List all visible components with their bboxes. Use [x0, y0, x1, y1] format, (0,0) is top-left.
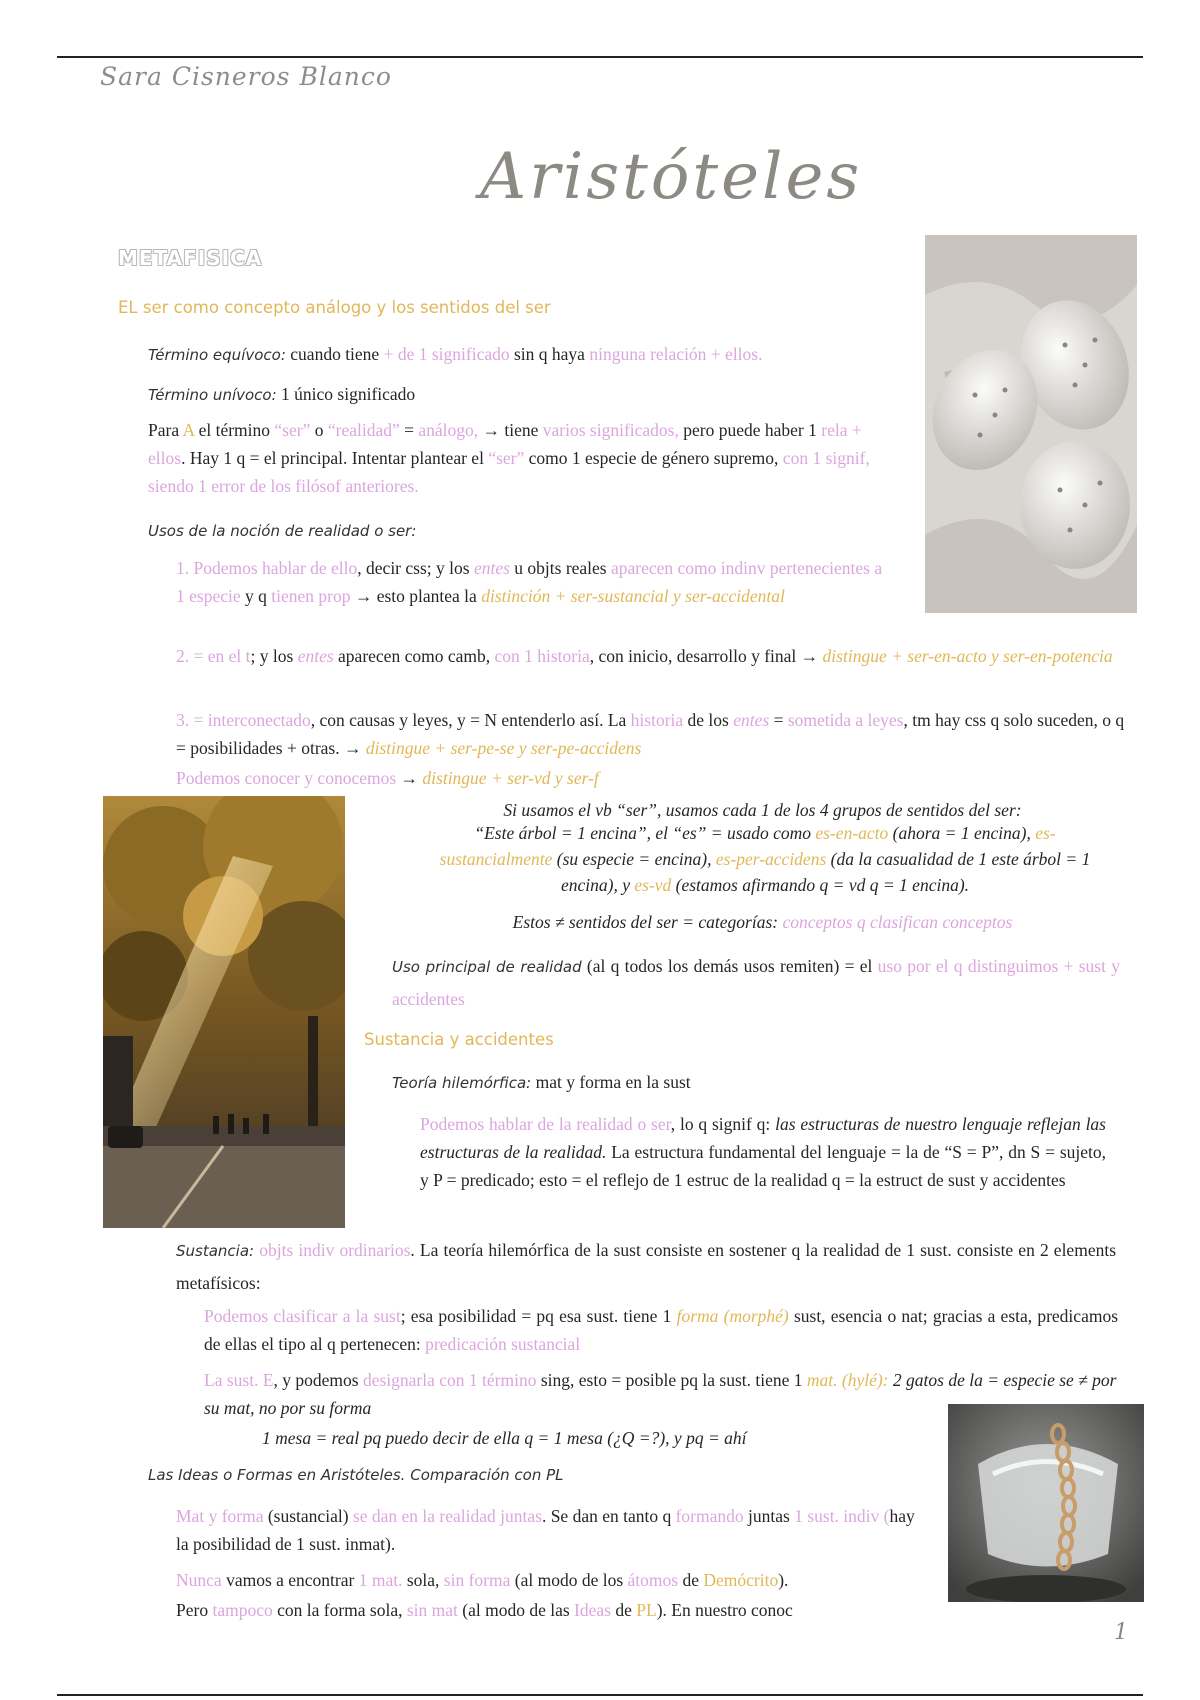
term-label: Sustancia: [176, 1242, 255, 1260]
text-span: pero puede haber 1 [678, 420, 822, 440]
text-span: distinción + ser-sustancial y ser-accidental [481, 586, 785, 606]
text-span: = [769, 710, 788, 730]
text-span: varios significados, [542, 420, 679, 440]
ser-example-line-2 [420, 820, 1110, 898]
text-span: 1 único significado [276, 384, 416, 404]
text-span: forma (morphé) [676, 1306, 789, 1326]
text-span: es-vd [634, 875, 672, 895]
text-span: análogo, [418, 420, 479, 440]
text-span: ). En nuestro conoc [656, 1600, 793, 1620]
uso-2 [176, 642, 1126, 670]
autumn-street-image [103, 796, 345, 1228]
text-span: , con inicio, desarrollo y final → [589, 646, 823, 666]
text-span: 1 sust. indiv ( [794, 1506, 890, 1526]
text-span: 1 mat. [358, 1570, 403, 1590]
text-span: (ahora = 1 encina), [888, 823, 1036, 843]
text-span: y q [240, 586, 272, 606]
text-span: La sust. E [204, 1370, 274, 1390]
text-span: PL [636, 1600, 657, 1620]
text-span: , con causas y leyes, y = N entenderlo así. La [310, 710, 631, 730]
text-span: vamos a encontrar [221, 1570, 359, 1590]
text-span: . La teoría hilemórfica de la sust consiste en sostener q la realidad de 1 sust. consiste en 2 elements metafísicos: [176, 1240, 1117, 1293]
text-span: entes [297, 646, 334, 666]
text-span: aparecen como camb, [333, 646, 495, 666]
text-span: de [610, 1600, 637, 1620]
text-span: = [399, 420, 419, 440]
hilemorfica-line [392, 1068, 691, 1097]
text-span: , y podemos [273, 1370, 363, 1390]
text-span: distingue + ser-en-acto y ser-en-potencia [822, 646, 1113, 666]
text-span: Pero [176, 1600, 213, 1620]
term-label: Uso principal de realidad [392, 958, 582, 976]
text-span: rela + ellos [148, 420, 862, 468]
text-span: (sustancial) [263, 1506, 353, 1526]
text-span: 1. Podemos hablar de ello [176, 558, 358, 578]
text-span: → esto plantea la [350, 586, 482, 606]
text-span: sin q haya [509, 344, 590, 364]
nunca-line [176, 1566, 946, 1594]
top-rule [57, 56, 1143, 58]
text-span: “ser” [488, 448, 525, 468]
text-span: “ser” [274, 420, 311, 440]
pero-line [176, 1596, 946, 1624]
text-span: Estos ≠ sentidos del ser = categorías: [512, 912, 783, 932]
text-span: predicación sustancial [425, 1334, 581, 1354]
chain-photo [948, 1404, 1144, 1602]
text-span: sin forma [443, 1570, 511, 1590]
page-number: 1 [1114, 1620, 1128, 1645]
text-span: es-sustancialmente [439, 823, 1056, 869]
page-title: Aristóteles [480, 140, 863, 214]
heading-sustancia: Sustancia y accidentes [364, 1030, 554, 1049]
term-equivoco-line [148, 340, 762, 369]
text-span: sin mat [406, 1600, 458, 1620]
text-span: Podemos clasificar a la sust [204, 1306, 401, 1326]
text-span: distingue + ser-vd y ser-f [422, 768, 599, 788]
text-span: (su especie = encina), [552, 849, 716, 869]
text-span: (al q todos los demás usos remiten) = el [581, 956, 878, 976]
text-span: el término [194, 420, 275, 440]
text-span: se dan en la realidad juntas [352, 1506, 542, 1526]
text-span: La estructura fundamental del lenguaje = la de “S = P”, dn S = sujeto, y P = predicado; esto = el reflejo de 1 estruc de la realidad q = la estruct de sust y accidentes [420, 1142, 1106, 1190]
text-span: (al modo de los [510, 1570, 628, 1590]
usos-heading: Usos de la noción de realidad o ser: [148, 522, 417, 540]
text-span: Ideas [574, 1600, 611, 1620]
uso-principal-paragraph [392, 950, 1120, 1015]
text-span: mat y forma en la sust [531, 1072, 691, 1092]
text-span: Podemos conocer y conocemos [176, 768, 397, 788]
bottom-rule [57, 1694, 1143, 1696]
text-span: tienen prop [271, 586, 351, 606]
text-span: designarla con 1 término [362, 1370, 537, 1390]
text-span: ; esa posibilidad = pq esa sust. tiene 1 [400, 1306, 677, 1326]
text-span: de los [683, 710, 734, 730]
text-span: hay la posibilidad de 1 sust. inmat). [176, 1506, 915, 1554]
text-span: , tm hay css q solo suceden, o q = posibilidades + otras. → [176, 710, 1125, 758]
text-span: (al modo de las [457, 1600, 575, 1620]
categorias-line [390, 908, 1135, 936]
text-span: (da la casualidad de 1 este árbol = 1 encina), y [560, 849, 1091, 895]
term-label: Término unívoco: [148, 386, 277, 404]
text-span: 2. = en el t [176, 646, 251, 666]
sustancia-paragraph [176, 1234, 1116, 1299]
ser-example-line-1: Si usamos el vb “ser”, usamos cada 1 de los 4 grupos de sentidos del ser: [503, 800, 1022, 820]
text-span: las estructuras de nuestro lenguaje reflejan las estructuras de la realidad. [420, 1114, 1106, 1162]
heading-ideas-formas: Las Ideas o Formas en Aristóteles. Comparación con PL [148, 1466, 564, 1484]
text-span: uso por el q distinguimos + sust y accidentes [392, 956, 1120, 1009]
text-span: Para [148, 420, 183, 440]
text-span: “realidad” [327, 420, 400, 440]
text-span: conceptos q clasifican conceptos [782, 912, 1013, 932]
text-span: + de 1 significado [383, 344, 510, 364]
mesa-example: 1 mesa = real pq puedo decir de ella q = 1 mesa (¿Q =?), y pq = ahí [262, 1428, 747, 1448]
term-label: Teoría hilemórfica: [392, 1074, 532, 1092]
uso-4 [176, 764, 599, 792]
text-span: entes [473, 558, 510, 578]
text-span: , lo q signif q: [670, 1114, 776, 1134]
text-span: entes [733, 710, 770, 730]
text-span: con la forma sola, [272, 1600, 407, 1620]
analogo-paragraph [148, 416, 893, 500]
text-span: Podemos hablar de la realidad o ser [420, 1114, 671, 1134]
text-span: tampoco [212, 1600, 273, 1620]
text-span: con 1 historia [494, 646, 590, 666]
text-span: es-en-acto [815, 823, 889, 843]
uso-1 [176, 554, 894, 610]
text-span: distingue + ser-pe-se y ser-pe-accidens [365, 738, 642, 758]
text-span: cuando tiene [290, 344, 384, 364]
autumn-street-photo [103, 796, 345, 1228]
text-span: → [396, 768, 423, 788]
text-span: con 1 signif, siendo 1 error de los filósof anteriores. [148, 448, 870, 496]
term-label: Término equívoco: [148, 346, 286, 364]
text-span: ; y los [250, 646, 298, 666]
text-span: . Hay 1 q = el principal. Intentar plantear el [181, 448, 489, 468]
text-span: → tiene [478, 420, 543, 440]
text-span: Mat y forma [176, 1506, 264, 1526]
forma-paragraph [204, 1302, 1118, 1358]
text-span: Demócrito [703, 1570, 779, 1590]
text-span: ). [778, 1570, 789, 1590]
text-span: u objts reales [509, 558, 611, 578]
text-span: sola, [402, 1570, 444, 1590]
lenguaje-paragraph [420, 1110, 1106, 1194]
text-span: átomos [627, 1570, 679, 1590]
text-span: juntas [743, 1506, 795, 1526]
term-univoco-line [148, 380, 415, 409]
text-span: sing, esto = posible pq la sust. tiene 1 [536, 1370, 807, 1390]
text-span: 2 gatos de la = especie se ≠ por su mat, no por su forma [204, 1370, 1117, 1418]
text-span: A [182, 420, 195, 440]
text-span: aparecen como indinv pertenecientes a 1 especie [176, 558, 883, 606]
text-span: sometida a leyes [787, 710, 904, 730]
eggs-image [925, 235, 1137, 613]
eggs-photo [925, 235, 1137, 613]
text-span: (estamos afirmando q = vd q = 1 encina). [671, 875, 970, 895]
text-span: historia [630, 710, 684, 730]
chain-image [948, 1404, 1144, 1602]
mat-forma-paragraph [176, 1502, 924, 1558]
text-span: sust, esencia o nat; gracias a esta, predicamos de ellas el tipo al q pertenecen: [204, 1306, 1119, 1354]
heading-ser-analogo: EL ser como concepto análogo y los sentidos del ser [118, 298, 551, 317]
text-span: es-per-accidens [715, 849, 827, 869]
text-span: formando [675, 1506, 744, 1526]
text-span: 3. = interconectado [176, 710, 311, 730]
text-span: mat. (hylé): [806, 1370, 889, 1390]
text-span: o [310, 420, 328, 440]
text-span: ninguna relación + ellos. [589, 344, 763, 364]
text-span: de [678, 1570, 704, 1590]
text-span: objts indiv ordinarios [259, 1240, 411, 1260]
text-span: como 1 especie de género supremo, [524, 448, 783, 468]
section-label: METAFISICA [118, 246, 263, 270]
text-span: Nunca [176, 1570, 222, 1590]
text-span: . Se dan en tanto q [541, 1506, 676, 1526]
text-span: , decir css; y los [357, 558, 474, 578]
uso-3 [176, 706, 1126, 762]
author-signature: Sara Cisneros Blanco [100, 62, 392, 91]
text-span: “Este árbol = 1 encina”, el “es” = usado como [474, 823, 816, 843]
